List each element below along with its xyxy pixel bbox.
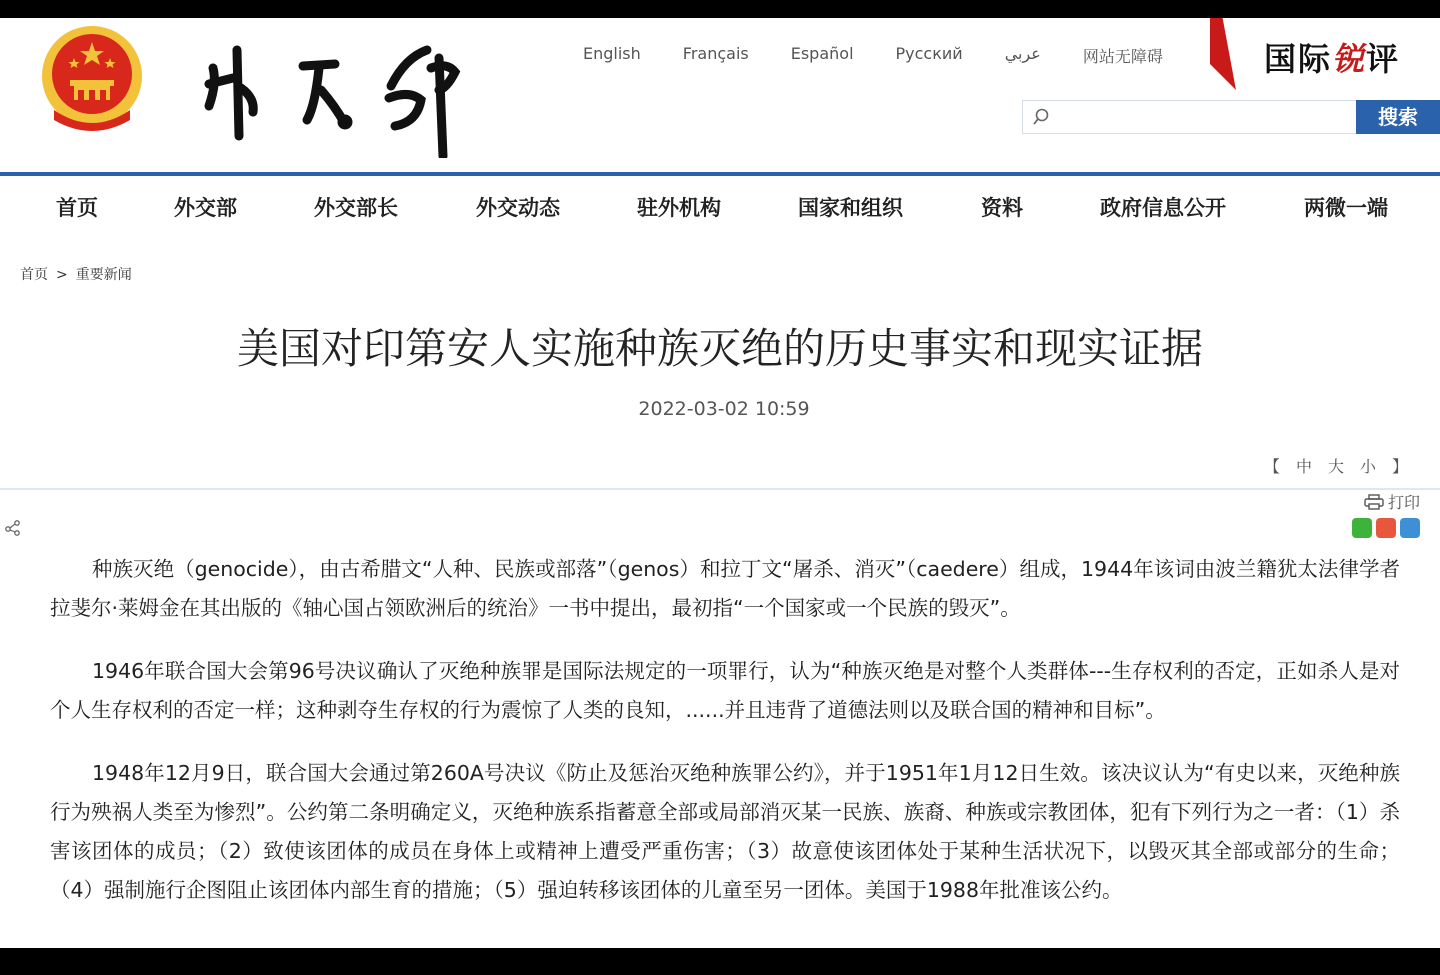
lang-russian[interactable]: Русский bbox=[895, 44, 963, 63]
lang-english[interactable]: English bbox=[583, 44, 641, 63]
font-size-medium[interactable]: 大 bbox=[1327, 457, 1348, 476]
badge-text-red: 锐 bbox=[1331, 40, 1366, 78]
share-icon[interactable] bbox=[4, 518, 22, 536]
qzone-icon[interactable] bbox=[1400, 518, 1420, 538]
nav-item-resources[interactable]: 资料 bbox=[981, 196, 1023, 220]
nav-item-gov-info[interactable]: 政府信息公开 bbox=[1100, 196, 1226, 220]
badge-text-part2: 评 bbox=[1365, 40, 1400, 78]
commentary-badge-text bbox=[1264, 34, 1400, 80]
lang-spanish[interactable]: Español bbox=[790, 44, 854, 63]
font-size-large[interactable]: 中 bbox=[1295, 457, 1316, 476]
search-input[interactable] bbox=[1057, 105, 1351, 131]
lang-arabic[interactable]: عربي bbox=[1004, 44, 1041, 63]
font-size-small[interactable]: 小 bbox=[1359, 457, 1380, 476]
nav-item-missions[interactable]: 驻外机构 bbox=[637, 196, 721, 220]
article-divider bbox=[0, 488, 1440, 490]
font-size-close-bracket: 】 bbox=[1391, 457, 1412, 476]
language-switcher bbox=[583, 44, 1205, 67]
top-black-bar bbox=[0, 0, 1440, 18]
printer-icon bbox=[1364, 494, 1384, 510]
page bbox=[0, 18, 1440, 948]
social-share bbox=[1352, 518, 1420, 538]
search-button[interactable]: 搜索 bbox=[1356, 100, 1440, 134]
breadcrumb bbox=[20, 264, 132, 284]
nav-item-ministry[interactable]: 外交部 bbox=[174, 196, 237, 220]
article-paragraph: 1948年12月9日，联合国大会通过第260A号决议《防止及惩治灭绝种族罪公约》，并于1951年1月12日生效。该决议认为“有史以来，灭绝种族行为殃祸人类至为惨烈”。公约第二条明确定义，灭绝种族系指蓄意全部或局部消灭某一民族、族裔、种族或宗教团体，犯有下列行为之一者：（1）杀害该团体的成员；（2）致使该团体的成员在身体上或精神上遭受严重伤害；（3）故意使该团体处于某种生活状况下，以毁灭其全部或部分的生命；（4）强制施行企图阻止该团体内部生育的措施；（5）强迫转移该团体的儿童至另一团体。美国于1988年批准该公约。 bbox=[50, 761, 1400, 902]
print-button[interactable] bbox=[1364, 490, 1420, 513]
nav-item-activities[interactable]: 外交动态 bbox=[476, 196, 560, 220]
nav-divider bbox=[0, 172, 1440, 176]
print-label: 打印 bbox=[1387, 493, 1420, 512]
article-date: 2022-03-02 10:59 bbox=[638, 398, 810, 420]
badge-text-part1: 国际 bbox=[1263, 40, 1332, 78]
weibo-icon[interactable] bbox=[1376, 518, 1396, 538]
breadcrumb-home[interactable]: 首页 bbox=[20, 267, 48, 283]
national-emblem-icon[interactable] bbox=[40, 24, 144, 134]
accessibility-link[interactable]: 网站无障碍 bbox=[1082, 47, 1163, 66]
font-size-controls bbox=[1258, 454, 1418, 477]
article-paragraph: 1946年联合国大会第96号决议确认了灭绝种族罪是国际法规定的一项罪行，认为“种族灭绝是对整个人类群体---生存权利的否定，正如杀人是对个人生存权利的否定一样；这种剥夺生存权的行为震惊了人类的良知，......并且违背了道德法则以及联合国的精神和目标”。 bbox=[50, 659, 1400, 722]
search-box bbox=[1022, 100, 1356, 134]
nav-item-minister[interactable]: 外交部长 bbox=[314, 196, 398, 220]
nav-item-home[interactable]: 首页 bbox=[56, 196, 98, 220]
lang-french[interactable]: Français bbox=[682, 44, 749, 63]
bottom-black-bar bbox=[0, 948, 1440, 975]
breadcrumb-separator: > bbox=[56, 267, 68, 283]
breadcrumb-current[interactable]: 重要新闻 bbox=[75, 267, 132, 283]
nav-item-social[interactable]: 两微一端 bbox=[1304, 196, 1388, 220]
article-paragraph: 种族灭绝（genocide），由古希腊文“人种、民族或部落”（genos）和拉丁文“屠杀、消灭”（caedere）组成，1944年该词由波兰籍犹太法律学者拉斐尔·莱姆金在其出版的《轴心国占领欧洲后的统治》一书中提出，最初指“一个国家或一个民族的毁灭”。 bbox=[50, 557, 1400, 620]
article-body bbox=[50, 550, 1400, 934]
main-nav bbox=[0, 192, 1440, 224]
search-icon bbox=[1031, 107, 1051, 127]
article-title: 美国对印第安人实施种族灭绝的历史事实和现实证据 bbox=[236, 324, 1203, 373]
nav-item-countries[interactable]: 国家和组织 bbox=[798, 196, 903, 220]
site-calligraphy-logo[interactable] bbox=[195, 28, 475, 158]
font-size-open-bracket: 【 bbox=[1263, 457, 1284, 476]
wechat-icon[interactable] bbox=[1352, 518, 1372, 538]
